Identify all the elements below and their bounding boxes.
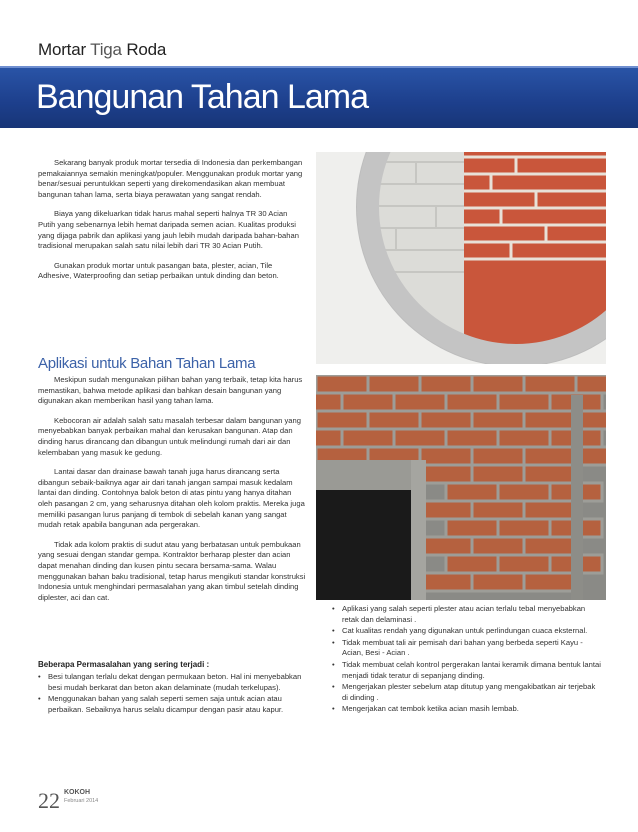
photo-circle-wall xyxy=(316,152,606,364)
issue-item: • Tidak membuat tali air pemisah dari bahan yang berbeda seperti Kayu - Acian, Besi - Acian . xyxy=(332,638,602,659)
photo-circle-wall-graphic xyxy=(316,152,606,364)
brand-header xyxy=(38,40,166,60)
title-rule xyxy=(0,66,638,68)
issue-item: • Besi tulangan terlalu dekat dengan permukaan beton. Hal ini menyebabkan besi mudah berkarat dan beton akan delaminate (mudah terkelupas). xyxy=(38,672,308,693)
section-paragraph-3: Lantai dasar dan drainase bawah tanah juga harus dirancang serta dibangun sebaik-baiknya agar air dari tanah jangan sampai masuk kedalam lantai dan dinding. Contohnya balok beton di atas pintu yang hanya ditahan oleh pasangan 2 cm, yang seharusnya ditahan oleh kolom praktis. Mereka juga memiliki pasangan lurus panjang di tembok di sebelah kanan yang sangat mudah retak apabila bangunan ada pergerakan. xyxy=(38,467,305,530)
issue-item: • Tidak membuat celah kontrol pergerakan lantai keramik dimana bentuk lantai menjadi tidak teratur di sepanjang dinding. xyxy=(332,660,602,681)
intro-column xyxy=(38,158,306,291)
section-paragraph-1: Meskipun sudah mengunakan pilihan bahan yang terbaik, tetap kita harus memastikan, bahwa metode aplikasi dan bahkan desain bangunan yang digunakan akan memberikan hasil yang tahan lama. xyxy=(38,375,303,406)
brand-roda: Roda xyxy=(126,40,167,59)
section-heading: Aplikasi untuk Bahan Tahan Lama xyxy=(38,355,256,372)
magazine-date: Februari 2014 xyxy=(64,798,99,804)
title-band xyxy=(0,66,638,128)
issue-item: • Aplikasi yang salah seperti plester atau acian terlalu tebal menyebabkan retak dan delaminasi . xyxy=(332,604,602,625)
issue-item: • Cat kualitas rendah yang digunakan untuk perlindungan cuaca eksternal. xyxy=(332,626,602,637)
issue-item: • Menggunakan bahan yang salah seperti semen saja untuk acian atau perbaikan. Sebaiknya harus selalu dicampur dengan pasir atau kapur. xyxy=(38,694,308,715)
photo-brick-wall xyxy=(316,375,606,600)
photo-brick-wall-graphic xyxy=(316,375,606,600)
magazine-name: KOKOH xyxy=(64,789,91,796)
issues-list-right xyxy=(332,604,602,716)
issues-title: Beberapa Permasalahan yang sering terjadi : xyxy=(38,660,210,669)
page-number: 22 xyxy=(38,788,60,813)
section-column xyxy=(38,375,306,612)
issue-item: • Mengerjakan plester sebelum atap ditutup yang mengakibatkan air terjebak di dinding . xyxy=(332,682,602,703)
brand-tiga: Tiga xyxy=(90,40,122,59)
intro-paragraph-3: Gunakan produk mortar untuk pasangan bata, plester, acian, Tile Adhesive, Waterproofing dan setiap perbaikan untuk dinding dan beton. xyxy=(38,260,279,281)
intro-paragraph-1: Sekarang banyak produk mortar tersedia di Indonesia dan perkembangan pemakaiannya semakin meningkat/populer. Menggunakan produk mortar yang benar/sesuai peruntukkan seperti yang direkomendasikan akan membuat bangunan tahan lama, serta biaya perawatan yang sangat rendah. xyxy=(38,158,303,199)
page-title: Bangunan Tahan Lama xyxy=(36,78,369,116)
section-paragraph-2: Kebocoran air adalah salah satu masalah terbesar dalam bangunan yang menyebabkan banyak perbaikan mahal dan kerusakan bangunan. Atap dan dinding harus dirancang dan dibangun untuk melindungi rumah dari air dan kelembaban yang masuk ke gedung. xyxy=(38,415,301,457)
issues-list-left xyxy=(38,672,308,716)
intro-paragraph-2: Biaya yang dikeluarkan tidak harus mahal seperti halnya TR 30 Acian Putih yang sebenarnya lebih hemat daripada semen acian. Kualitas produksi yang dijaga pabrik dan aplikasi yang jauh lebih mudah daripada bahan-bahan tradisional merupakan salah satu nilai lebih dari TR 30 Acian Putih. xyxy=(38,209,299,251)
issue-item: • Mengerjakan cat tembok ketika acian masih lembab. xyxy=(332,704,602,715)
section-paragraph-4: Tidak ada kolom praktis di sudut atau yang berbatasan untuk pembukaan yang sesuai dengan standar gempa. Kontraktor berharap plester dan acian dapat menahan dinding dan kusen pintu secara bersama-sama. Walau menggunakan bahan baku tradisional, tetap harus mengikuti standar konstruksi Indonesia untuk menghindari permasalahan yang akan timbul setelah dinding diplester, aci dan cat. xyxy=(38,539,306,602)
brand-mortar: Mortar xyxy=(38,40,86,59)
